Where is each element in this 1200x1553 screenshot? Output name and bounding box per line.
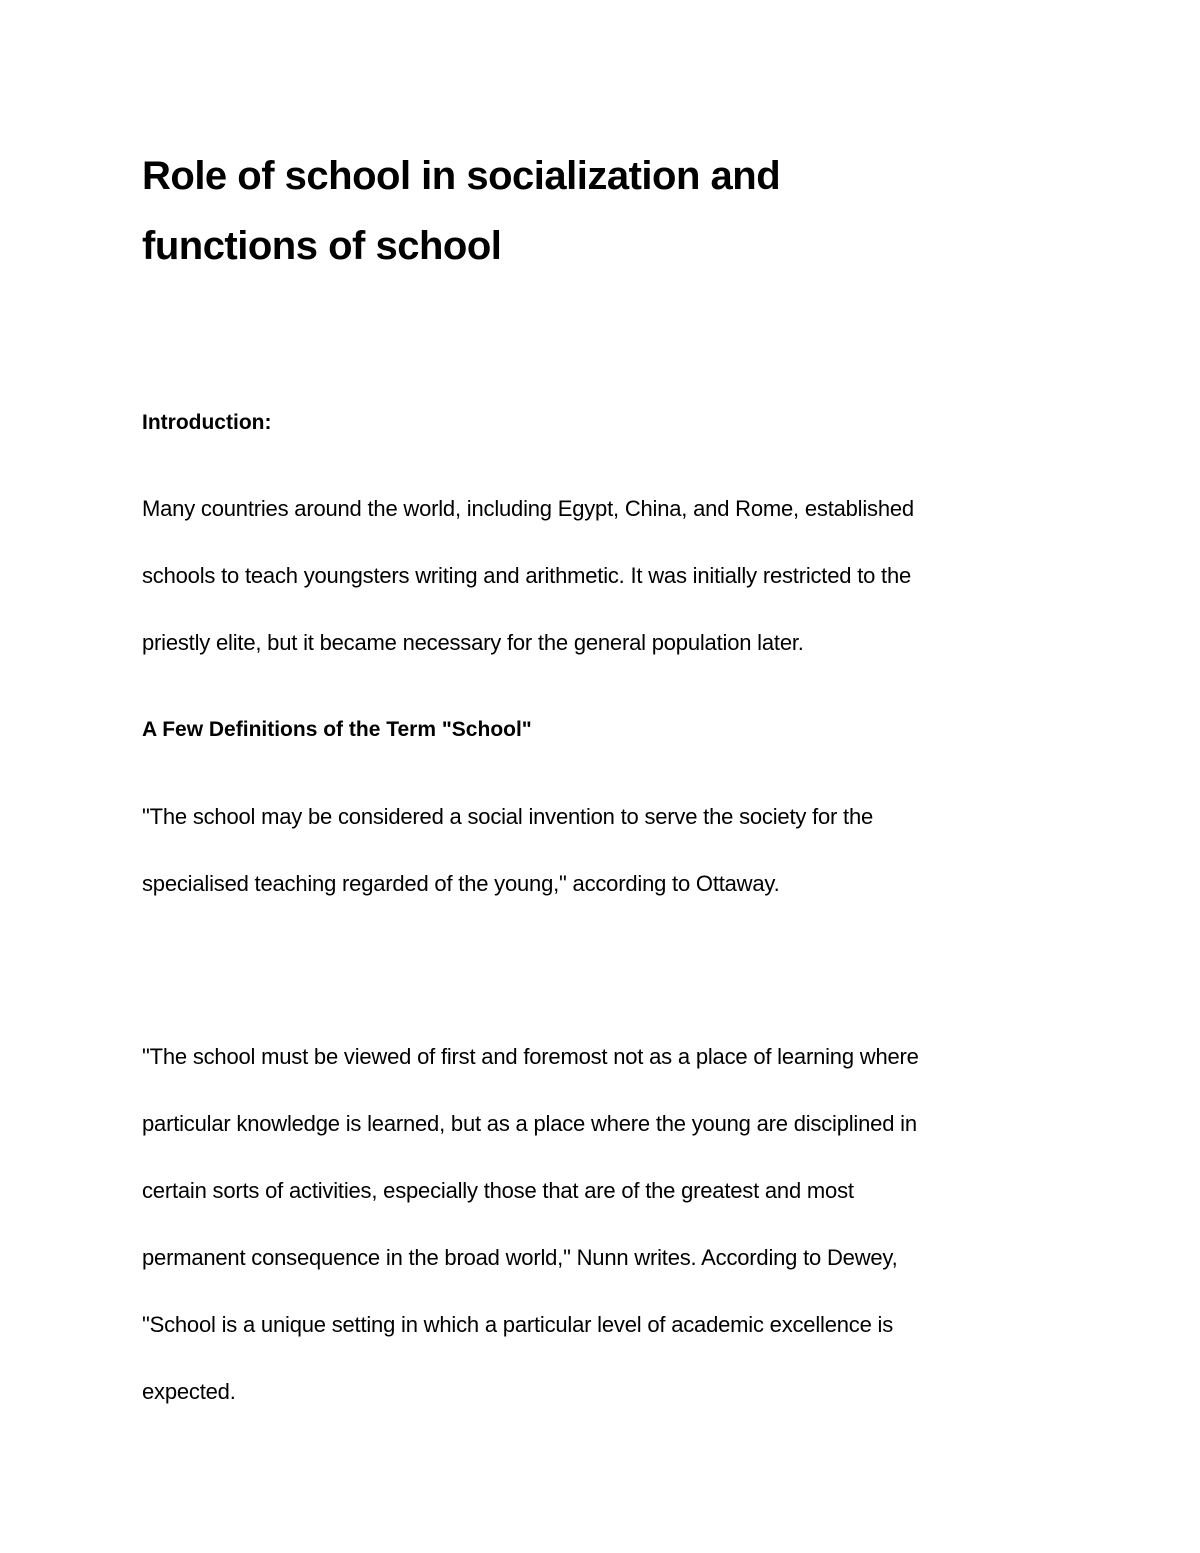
nunn-quote-line: certain sorts of activities, especially those that are of the greatest and most — [142, 1178, 854, 1203]
nunn-quote-line: particular knowledge is learned, but as a place where the young are disciplined in — [142, 1111, 917, 1136]
nunn-quote-line: "The school must be viewed of first and foremost not as a place of learning where — [142, 1044, 919, 1069]
document-title-line-2: functions of school — [142, 224, 502, 268]
document-title-line-1: Role of school in socialization and — [142, 154, 781, 198]
intro-paragraph-line: Many countries around the world, including Egypt, China, and Rome, established — [142, 496, 914, 521]
nunn-quote-line: permanent consequence in the broad world," Nunn writes. According to Dewey, — [142, 1245, 898, 1270]
ottaway-quote-line: "The school may be considered a social invention to serve the society for the — [142, 804, 874, 829]
intro-paragraph-line: priestly elite, but it became necessary for the general population later. — [142, 630, 804, 655]
nunn-quote-line: "School is a unique setting in which a particular level of academic excellence is — [142, 1312, 894, 1337]
definitions-heading: A Few Definitions of the Term "School" — [142, 718, 532, 741]
ottaway-quote-line: specialised teaching regarded of the young," according to Ottaway. — [142, 871, 780, 896]
intro-paragraph-line: schools to teach youngsters writing and arithmetic. It was initially restricted to the — [142, 563, 912, 588]
intro-heading: Introduction: — [142, 411, 272, 434]
nunn-quote-line: expected. — [142, 1379, 236, 1404]
